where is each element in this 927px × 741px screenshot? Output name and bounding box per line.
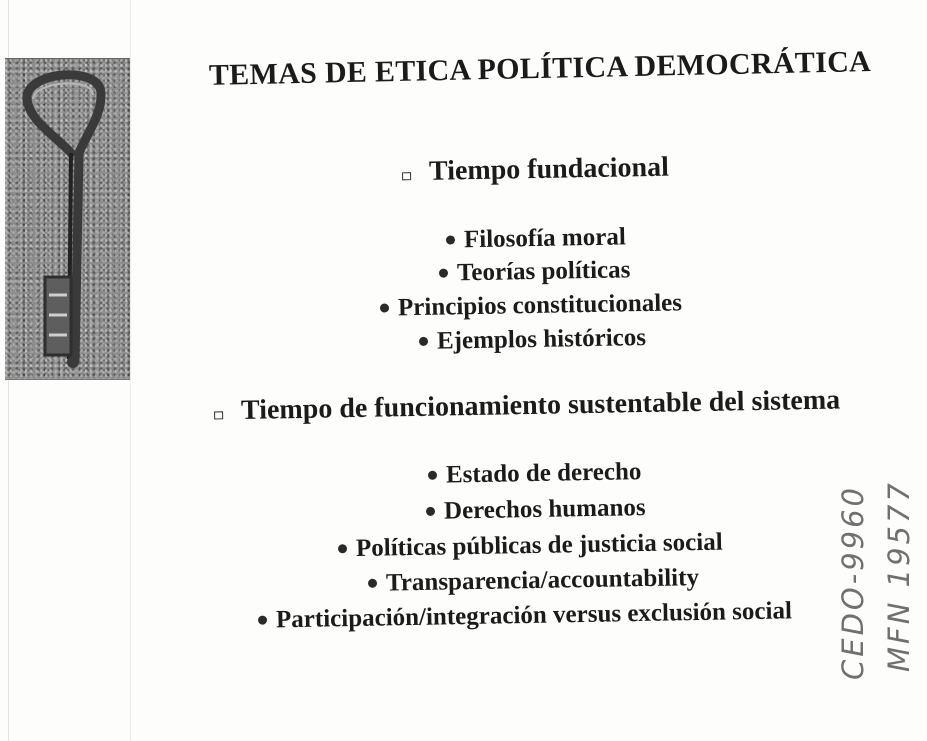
key-photo [5, 58, 130, 380]
square-bullet-icon [214, 411, 223, 419]
list-item-text: Teorías políticas [456, 256, 631, 287]
bullet-icon [439, 268, 448, 277]
list-item [446, 223, 626, 254]
bullet-icon [380, 303, 389, 312]
page-edge-image [130, 0, 131, 741]
bullet-icon [258, 615, 267, 624]
section-heading-2 [214, 385, 841, 428]
bullet-icon [428, 470, 437, 479]
list-item [428, 458, 642, 490]
list-item [426, 494, 646, 526]
list-item [439, 256, 631, 287]
section-heading-text: Tiempo fundacional [428, 151, 670, 187]
square-bullet-icon [402, 172, 411, 180]
list-item-text: Políticas públicas de justicia social [355, 528, 723, 563]
stamp-line-2: MFN 19577 [882, 480, 916, 672]
handwritten-catalog-stamp [834, 480, 927, 682]
list-item-text: Transparencia/accountability [385, 564, 700, 597]
list-item-text: Derechos humanos [443, 494, 646, 525]
list-item [368, 564, 699, 598]
stamp-line-1: CEDO-9960 [836, 485, 870, 680]
list-item-text: Participación/integración versus exclusión social [275, 597, 793, 634]
list-item [380, 289, 682, 322]
bullet-icon [426, 507, 435, 516]
list-item [258, 597, 792, 634]
section-heading-text: Tiempo de funcionamiento sustentable del sistema [240, 384, 841, 426]
list-item-text: Estado de derecho [445, 458, 642, 489]
key-icon [5, 59, 130, 379]
section-heading-1 [402, 152, 669, 189]
list-item-text: Filosofía moral [463, 223, 626, 254]
list-item [419, 324, 646, 356]
list-item [338, 529, 723, 564]
list-item-text: Principios constitucionales [397, 289, 683, 322]
list-item-text: Ejemplos históricos [436, 324, 647, 355]
bullet-icon [368, 578, 377, 587]
document-title: TEMAS DE ETICA POLÍTICA DEMOCRÁTICA [208, 45, 872, 92]
bullet-icon [419, 337, 428, 346]
bullet-icon [446, 235, 455, 244]
bullet-icon [338, 544, 347, 553]
